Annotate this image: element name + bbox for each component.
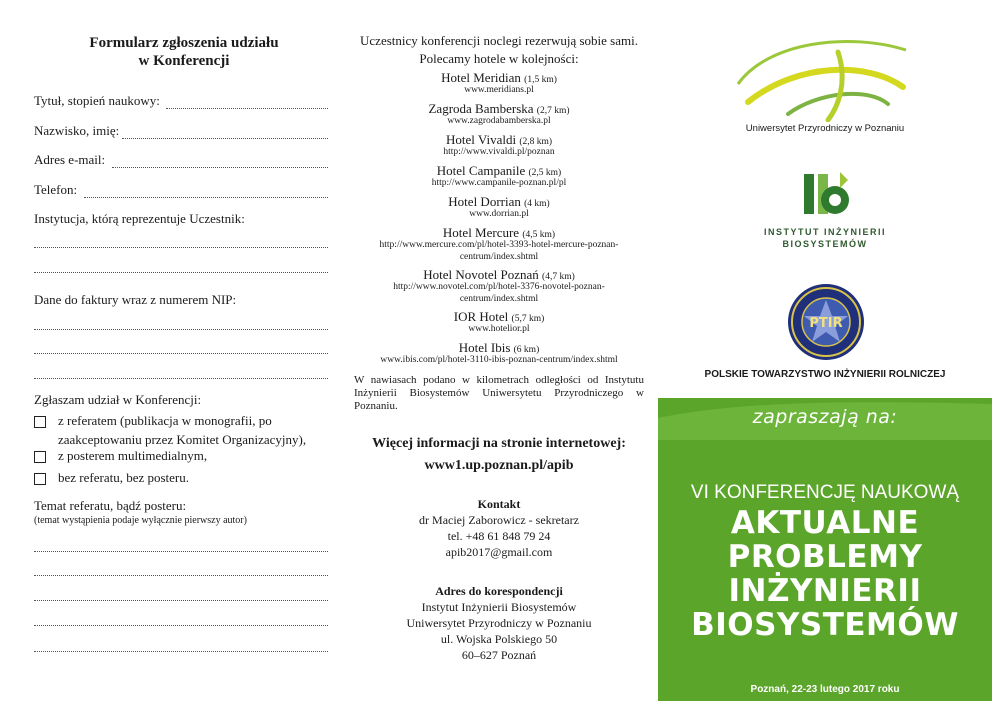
invoice-field-line-1[interactable] xyxy=(34,329,328,330)
option-none-label: bez referatu, bez posteru. xyxy=(58,470,190,485)
registration-form xyxy=(0,0,340,701)
conference-place-date: Poznań, 22-23 lutego 2017 roku xyxy=(750,684,900,695)
topic-field-line-2[interactable] xyxy=(34,575,328,576)
topic-field-line-3[interactable] xyxy=(34,600,328,601)
contact-block: Kontakt dr Maciej Zaborowicz - sekretarz tel. +48 61 848 79 24 apib2017@gmail.com xyxy=(340,496,658,560)
more-info: Więcej informacji na stronie internetowej: www1.up.poznan.pl/apib xyxy=(340,433,658,477)
topic-field-line-4[interactable] xyxy=(34,625,328,626)
topic-label: Temat referatu, bądź posteru: xyxy=(34,498,187,513)
hotel-name: Hotel Novotel Poznań (4,7 km) xyxy=(423,267,575,282)
society-name: POLSKIE TOWARZYSTWO INŻYNIERII ROLNICZEJ xyxy=(704,369,946,380)
institute-logo xyxy=(800,168,852,220)
address-block: Adres do korespondencji Instytut Inżynierii Biosystemów Uniwersytet Przyrodniczy w Poznaniu ul. Wojska Polskiego 50 60–627 Poznań xyxy=(406,584,592,662)
university-name: Uniwersytet Przyrodniczy w Poznaniu xyxy=(745,123,905,134)
hotel-name: Hotel Mercure (4,5 km) xyxy=(442,225,556,240)
hotel-url[interactable]: http://www.mercure.com/pl/hotel-3393-hotel-mercure-poznan- xyxy=(379,240,619,250)
institution-field-line-2[interactable] xyxy=(34,272,328,273)
society-logo xyxy=(786,282,866,362)
form-title: Formularz zgłoszenia udziału w Konferencji xyxy=(89,35,279,69)
option-poster-checkbox[interactable] xyxy=(34,451,46,463)
institution-label: Instytucja, którą reprezentuje Uczestnik: xyxy=(34,211,245,226)
cover-panel xyxy=(658,0,992,701)
institute-name: INSTYTUT INŻYNIERII BIOSYSTEMÓW xyxy=(763,227,886,249)
hotel-url[interactable]: centrum/index.shtml xyxy=(459,252,539,262)
hotel-name: Hotel Campanile (2,5 km) xyxy=(436,163,562,178)
option-poster-label: z posterem multimedialnym, xyxy=(58,448,208,463)
option-none-checkbox[interactable] xyxy=(34,473,46,485)
topic-note: (temat wystąpienia podaje wyłącznie pierwszy autor) xyxy=(34,515,247,526)
topic-field-line-5[interactable] xyxy=(34,651,328,652)
title-degree-field[interactable] xyxy=(166,108,328,109)
hotel-url[interactable]: http://www.campanile-poznan.pl/pl xyxy=(431,178,567,188)
info-column xyxy=(340,0,658,701)
participation-label: Zgłaszam udział w Konferencji: xyxy=(34,392,202,407)
email-label: Adres e-mail: xyxy=(34,152,106,167)
hotel-name: Hotel Dorrian (4 km) xyxy=(448,194,550,209)
invoice-label: Dane do faktury wraz z numerem NIP: xyxy=(34,292,237,307)
contact-email[interactable]: apib2017@gmail.com xyxy=(445,545,553,559)
society-logo-text: PTIR xyxy=(809,316,843,331)
hotel-name: Hotel Meridian (1,5 km) xyxy=(441,70,557,85)
hotels-recommend: Polecamy hotele w kolejności: xyxy=(419,51,579,66)
hotels-intro: Uczestnicy konferencji noclegi rezerwują sobie sami. xyxy=(360,33,638,48)
hotel-url[interactable]: www.dorrian.pl xyxy=(469,209,529,219)
option-paper-label-1: z referatem (publikacja w monografii, po xyxy=(58,413,272,428)
topic-field-line-1[interactable] xyxy=(34,551,328,552)
hotel-name: Hotel Vivaldi (2,8 km) xyxy=(445,132,553,147)
invoice-field-line-2[interactable] xyxy=(34,353,328,354)
option-paper-label-2: zaakceptowaniu przez Komitet Organizacyjny), xyxy=(58,432,307,447)
hotel-url[interactable]: www.ibis.com/pl/hotel-3110-ibis-poznan-centrum/index.shtml xyxy=(380,355,618,365)
hotel-url[interactable]: www.zagrodabamberska.pl xyxy=(447,116,551,126)
university-logo xyxy=(728,32,918,122)
phone-label: Telefon: xyxy=(34,182,78,197)
hotel-name: Hotel Ibis (6 km) xyxy=(458,340,540,355)
hotel-name: Zagroda Bamberska (2,7 km) xyxy=(428,101,570,116)
hotel-url[interactable]: www.meridians.pl xyxy=(464,85,534,95)
hotel-url[interactable]: http://www.vivaldi.pl/poznan xyxy=(443,147,555,157)
name-field[interactable] xyxy=(122,138,328,139)
invite-text: zapraszają na: xyxy=(752,406,898,428)
website-link[interactable]: www1.up.poznan.pl/apib xyxy=(424,458,574,473)
institution-field-line-1[interactable] xyxy=(34,247,328,248)
hotel-url[interactable]: centrum/index.shtml xyxy=(459,294,539,304)
hotel-name: IOR Hotel (5,7 km) xyxy=(453,309,545,324)
invoice-field-line-3[interactable] xyxy=(34,378,328,379)
conference-edition: VI KONFERENCJĘ NAUKOWĄ xyxy=(690,482,960,503)
distance-note: W nawiasach podano w kilometrach odległości od Instytutu Inżynierii Biosystemów Uniwersytetu Przyrodniczego w Poznaniu. xyxy=(354,374,644,412)
email-field[interactable] xyxy=(112,167,328,168)
option-paper-checkbox[interactable] xyxy=(34,416,46,428)
title-degree-label: Tytuł, stopień naukowy: xyxy=(34,93,160,108)
conference-title: AKTUALNE PROBLEMY INŻYNIERII BIOSYSTEMÓW xyxy=(691,505,959,643)
phone-field[interactable] xyxy=(84,197,328,198)
conference-banner xyxy=(658,398,992,701)
hotel-url[interactable]: www.hotelior.pl xyxy=(468,324,530,334)
name-label: Nazwisko, imię: xyxy=(34,123,120,138)
hotel-url[interactable]: http://www.novotel.com/pl/hotel-3376-novotel-poznan- xyxy=(393,282,605,292)
